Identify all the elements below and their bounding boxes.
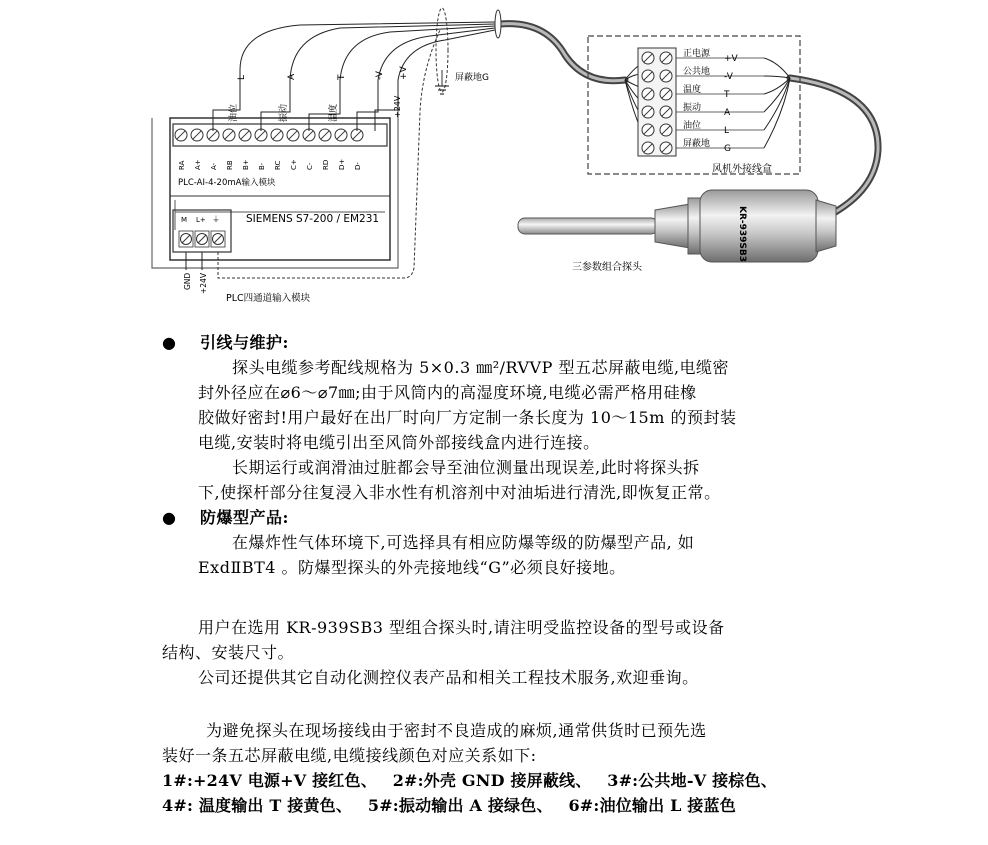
paragraph-line: 探头电缆参考配线规格为 5×0.3 ㎜²/RVVP 型五芯屏蔽电缆,电缆密 bbox=[232, 358, 730, 377]
junction-screw-right bbox=[660, 88, 672, 100]
note-line: 用户在选用 KR-939SB3 型组合探头时,请注明受监控设备的型号或设备 bbox=[198, 618, 725, 637]
note-line: 公司还提供其它自动化测控仪表产品和相关工程技术服务,欢迎垂询。 bbox=[198, 668, 699, 687]
junction-row-name: 公共地 bbox=[683, 67, 711, 77]
paragraph-line: 长期运行或润滑油过脏都会导至油位测量出现误差,此时将探头拆 bbox=[232, 458, 700, 477]
junction-screw-right bbox=[660, 52, 672, 64]
junction-box-labels bbox=[676, 47, 764, 154]
wire-label-vibration: 振动 bbox=[279, 103, 289, 122]
plc-terminal-screw bbox=[287, 129, 299, 141]
junction-row-name: 正电源 bbox=[683, 49, 711, 59]
junction-row-code: A bbox=[724, 108, 731, 118]
shield-ground-label: 屏蔽地G bbox=[455, 73, 489, 83]
plc-terminal-label: A+ bbox=[194, 159, 202, 170]
cable-note-line: 为避免探头在现场接线由于密封不良造成的麻烦,通常供货时已预先选 bbox=[206, 721, 707, 740]
24v-wire-label: +24V bbox=[199, 273, 208, 294]
plc-power-terminal-m: M bbox=[181, 216, 188, 224]
junction-screw-left bbox=[642, 106, 654, 118]
plc-power-screw bbox=[213, 234, 224, 245]
junction-screw-right bbox=[660, 142, 672, 154]
junction-screw-left bbox=[642, 70, 654, 82]
plc-terminal-screw bbox=[271, 129, 283, 141]
junction-row-name: 油位 bbox=[683, 121, 702, 131]
plc-power-screw bbox=[181, 234, 192, 245]
probe-caption: 三参数组合探头 bbox=[572, 262, 642, 273]
junction-row-code: +V bbox=[724, 54, 738, 64]
junction-row-name: 屏蔽地 bbox=[683, 139, 711, 149]
junction-screw-left bbox=[642, 142, 654, 154]
wiring-diagram bbox=[0, 0, 988, 310]
wire-label-oil: 油位 bbox=[229, 103, 239, 122]
paragraph-line: 封外径应在⌀6～⌀7㎜;由于风筒内的高湿度环境,电缆必需严格用硅橡 bbox=[198, 383, 697, 402]
cable-color-2: 2#:外壳 GND 接屏蔽线、 bbox=[392, 771, 592, 790]
plc-model-label: SIEMENS S7-200 / EM231 bbox=[246, 213, 380, 225]
wire-code-minus-v: -V bbox=[375, 71, 385, 80]
paragraph-line: 在爆炸性气体环境下,可选择具有相应防爆等级的防爆型产品, 如 bbox=[232, 533, 695, 552]
cable-color-3: 3#:公共地-V 接棕色、 bbox=[607, 771, 777, 790]
plc-caption: PLC四通道输入模块 bbox=[226, 293, 311, 304]
plc-terminal-label: D+ bbox=[338, 158, 346, 170]
paragraph-line: 电缆,安装时将电缆引出至风筒外部接线盒内进行连接。 bbox=[198, 433, 600, 452]
paragraph-line: ExdⅡBT4 。防爆型探头的外壳接地线“G”必须良好接地。 bbox=[198, 558, 626, 577]
plc-terminal-label: A- bbox=[210, 162, 218, 170]
signal-wires bbox=[213, 22, 495, 131]
cable-color-4: 4#: 温度输出 T 接黄色、 bbox=[162, 796, 353, 815]
plc-terminal-label: B+ bbox=[242, 159, 250, 170]
cable-note-line: 装好一条五芯屏蔽电缆,电缆接线颜色对应关系如下: bbox=[162, 746, 537, 765]
plc-terminal-label: RC bbox=[274, 160, 282, 170]
bullet: ● bbox=[162, 508, 177, 527]
junction-screw-right bbox=[660, 106, 672, 118]
plc-terminal-label: C+ bbox=[290, 159, 298, 170]
plc-terminal-screw bbox=[191, 129, 203, 141]
section-explosion-proof bbox=[162, 505, 832, 530]
plc-terminal-screw bbox=[319, 129, 331, 141]
plc-terminal-screw bbox=[175, 129, 187, 141]
plc-power-terminal-ground: ⏚ bbox=[212, 215, 220, 224]
junction-row-name: 振动 bbox=[683, 103, 702, 113]
junction-screw-right bbox=[660, 70, 672, 82]
junction-screw-left bbox=[642, 88, 654, 100]
wire-code-a: A bbox=[287, 73, 297, 80]
junction-row-code: L bbox=[724, 126, 730, 136]
plc-terminal-label: RD bbox=[322, 159, 330, 170]
plc-terminal-label: D- bbox=[354, 162, 362, 170]
wire-code-l: L bbox=[237, 74, 247, 80]
junction-box-caption: 风机外接线盒 bbox=[712, 164, 772, 175]
note-line: 结构、安装尺寸。 bbox=[162, 643, 295, 662]
cable-color-1: 1#:+24V 电源+V 接红色、 bbox=[162, 771, 377, 790]
junction-row-name: 温度 bbox=[683, 85, 702, 95]
cable-color-6: 6#:油位输出 L 接蓝色 bbox=[568, 796, 736, 815]
cable-color-row-1 bbox=[162, 768, 832, 793]
junction-screw-right bbox=[660, 124, 672, 136]
wire-label-24v: +24V bbox=[393, 95, 402, 118]
junction-row-code: -V bbox=[724, 72, 733, 82]
paragraph-line: 胶做好密封!用户最好在出厂时向厂方定制一条长度为 10～15m 的预封装 bbox=[198, 408, 737, 427]
gnd-wire-label: GND bbox=[183, 272, 192, 290]
plc-terminal-label: RB bbox=[226, 160, 234, 170]
plc-terminal-screw bbox=[335, 129, 347, 141]
cable-color-5: 5#:振动输出 A 接绿色、 bbox=[367, 796, 553, 815]
wire-code-plus-v: +V bbox=[399, 66, 409, 80]
paragraph-line: 下,使探杆部分往复浸入非水性有机溶剂中对油垢进行清洗,即恢复正常。 bbox=[198, 483, 721, 502]
section-heading: 引线与维护: bbox=[200, 333, 289, 352]
junction-row-code: T bbox=[724, 90, 730, 100]
plc-terminal-label: C- bbox=[306, 162, 314, 170]
plc-terminal-label: B- bbox=[258, 162, 266, 170]
plc-input-module-label: PLC-AI-4-20mA输入模块 bbox=[178, 178, 276, 188]
plc-terminal-screw bbox=[239, 129, 251, 141]
section-wiring-maintenance bbox=[162, 330, 832, 355]
junction-screw-left bbox=[642, 52, 654, 64]
section-heading: 防爆型产品: bbox=[200, 508, 289, 527]
plc-power-screw bbox=[197, 234, 208, 245]
document-body bbox=[162, 320, 832, 818]
plc-terminal-label: RA bbox=[178, 160, 186, 170]
plc-power-terminal-l: L+ bbox=[196, 216, 206, 224]
junction-row-code: G bbox=[724, 144, 731, 154]
plc-power-terminals bbox=[179, 215, 225, 247]
probe-model-label: KR-939SB3 bbox=[737, 206, 747, 263]
shield-ground-symbol bbox=[435, 8, 449, 94]
cable-color-row-2 bbox=[162, 793, 832, 818]
bullet: ● bbox=[162, 333, 177, 352]
plc-terminal-screw bbox=[223, 129, 235, 141]
probe bbox=[518, 190, 836, 262]
plc-terminal-labels bbox=[178, 159, 362, 170]
wire-label-temperature: 温度 bbox=[329, 103, 339, 122]
wire-code-t: T bbox=[337, 74, 347, 80]
junction-screw-left bbox=[642, 124, 654, 136]
